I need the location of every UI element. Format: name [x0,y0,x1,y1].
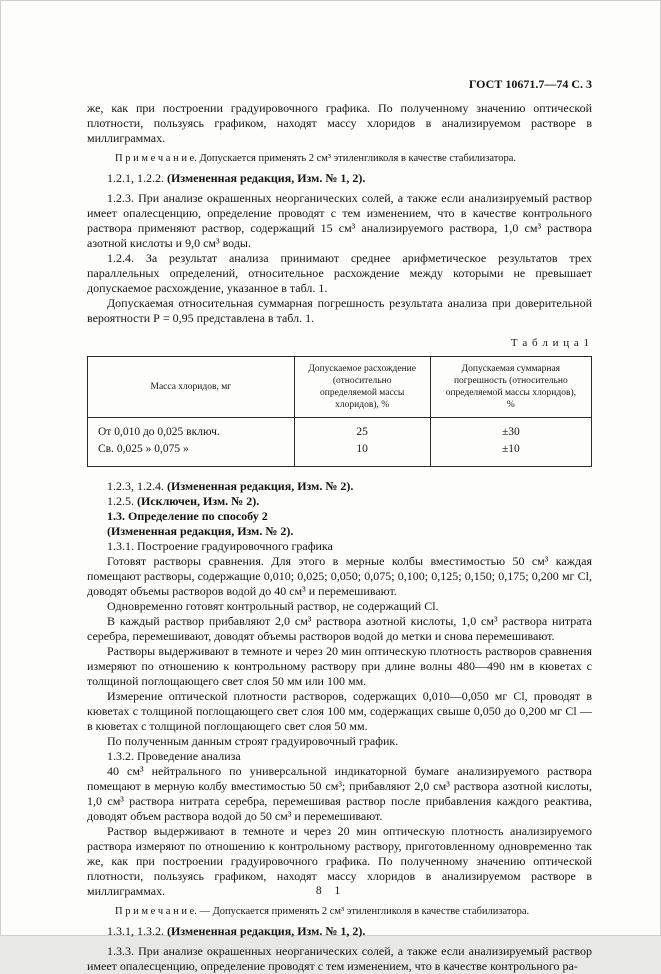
paragraph-final-measurement: Раствор выдерживают в темноте и через 20 мин оптическую плотность анализируемого раствора измеряют по отношению к контрольному раствору, приготовленному одновременно так же, как при построении градуировочного графика. По полученному значению оптической плотности, пользуясь графиком, находят массу хлоридов в анализируемом растворе в миллиграммах. [87,824,592,898]
table-header-row [88,357,592,418]
paragraph-build-graph: По полученным данным строят градуировочный график. [107,734,399,748]
cell-error: ±30 [430,418,591,442]
paragraph-continuation: же, как при построении градуировочного графика. По полученному значению оптической плотности, пользуясь графиком, находят массу хлоридов в анализируемом растворе в миллиграммах. [87,101,592,145]
section-heading-amendment: (Измененная редакция, Изм. № 2). [107,524,294,538]
amendment-note: (Измененная редакция, Изм. № 1, 2). [167,924,366,938]
amendment-note: (Измененная редакция, Изм. № 1, 2). [167,171,366,185]
column-header-mass: Масса хлоридов, мг [88,357,295,418]
table-head [88,357,592,418]
table-body [88,418,592,467]
page-number: 8 1 [315,885,346,897]
paragraph-analysis: 40 см³ нейтрального по универсальной индикаторной бумаге анализируемого раствора помещают в мерную колбу вместимостью 50 см³; прибавляют 2,0 см³ раствора азотной кислоты, 1,0 см³ раствора нитрата серебра, перемешивая раствор после прибавления каждого реактива, доводят объем раствора водой до 50 см³ и перемешивают. [87,764,592,823]
amendment-note: (Исключен, Изм. № 2). [137,494,260,508]
cell-discrepancy: 25 [294,418,430,442]
table-row [88,418,592,442]
paragraph-1-3-3: 1.3.3. При анализе окрашенных неорганических солей, а также если анализируемый раствор имеет опалесценцию, определение проводят с тем изменением, что в качестве контрольного ра- [87,944,592,973]
paragraph-prepare-solutions: Готовят растворы сравнения. Для этого в мерные колбы вместимостью 50 см³ каждая помещают растворы, содержащие 0,010; 0,025; 0,050; 0,075; 0,100; 0,125; 0,150; 0,175; 0,200 мг Cl, доводят объемы растворов водой до 40 см³ и перемешивают. [87,554,592,598]
paragraph-1-2-4: 1.2.4. За результат анализа принимают среднее арифметическое результатов трех параллельных определений, относительное расхождение между которыми не превышает допускаемое расхождение, указанное в табл. 1. [87,251,592,295]
table-caption: Т а б л и ц а 1 [510,337,590,349]
paragraph-dark-exposure: Растворы выдерживают в темноте и через 20 мин оптическую плотность растворов сравнения измеряют по отношению к контрольному раствору при длине волны 480—490 нм в кюветах с толщиной поглощающего свет слоя 50 мм или 100 мм. [87,644,592,688]
paragraph-1-2-3: 1.2.3. При анализе окрашенных неорганических солей, а также если анализируемый раствор имеет опалесценцию, определение проводят с тем изменением, что в качестве контрольного раствора применяют раствор, содержащий 15 см³ анализируемого раствора, 1,0 см³ раствора азотной кислоты и 9,0 см³ воды. [87,191,592,250]
amendment-number: 1.2.1, 1.2.2. [107,171,164,185]
amendment-1-2-3-4 [87,479,592,494]
paragraph-1-3-1-title: 1.3.1. Построение градуировочного графика [107,539,333,553]
note-2: П р и м е ч а н и е. — Допускается применять 2 см³ этиленгликоля в качестве стабилизатора. [115,906,530,917]
column-header-discrepancy: Допускаемое расхождение (относительно определяемой массы хлоридов), % [294,357,430,418]
paragraph-error: Допускаемая относительная суммарная погрешность результата анализа при доверительной вероятности Р = 0,95 представлена в табл. 1. [87,296,592,325]
table-1 [87,356,592,467]
amendment-1-2-1 [87,171,592,186]
cell-error: ±10 [430,441,591,467]
amendment-1-2-5 [87,494,592,509]
cell-discrepancy: 10 [294,441,430,467]
note-1: П р и м е ч а н и е. Допускается применять 2 см³ этиленгликоля в качестве стабилизатора. [115,153,516,164]
amendment-number: 1.2.3, 1.2.4. [107,479,164,493]
cell-mass-range: От 0,010 до 0,025 включ. [88,418,295,442]
section-heading-1-3: 1.3. Определение по способу 2 [107,509,268,523]
paragraph-control-solution: Одновременно готовят контрольный раствор, не содержащий Cl. [107,599,439,613]
amendment-number: 1.3.1, 1.3.2. [107,924,164,938]
paragraph-add-reagents: В каждый раствор прибавляют 2,0 см³ раствора азотной кислоты, 1,0 см³ раствора нитрата серебра, перемешивают, доводят объемы растворов водой до метки и снова перемешивают. [87,614,592,643]
paragraph-1-3-2-title: 1.3.2. Проведение анализа [107,749,241,763]
document-reference: ГОСТ 10671.7—74 С. 3 [468,77,592,91]
column-header-error: Допускаемая суммарная погрешность (относительно определяемой массы хлоридов), % [430,357,591,418]
cell-mass-range: Св. 0,025 » 0,075 » [88,441,295,467]
page-header [87,77,592,92]
paragraph-measurement: Измерение оптической плотности растворов, содержащих 0,010—0,050 мг Cl, проводят в кюветах с толщиной поглощающего свет слоя 100 мм, содержащих свыше 0,050 до 0,200 мг Cl — в кюветах с толщиной поглощающего свет слоя 50 мм. [87,689,592,733]
amendment-number: 1.2.5. [107,494,134,508]
amendment-note: (Измененная редакция, Изм. № 2). [167,479,354,493]
amendment-1-3-1-2 [87,924,592,939]
table-row [88,441,592,467]
